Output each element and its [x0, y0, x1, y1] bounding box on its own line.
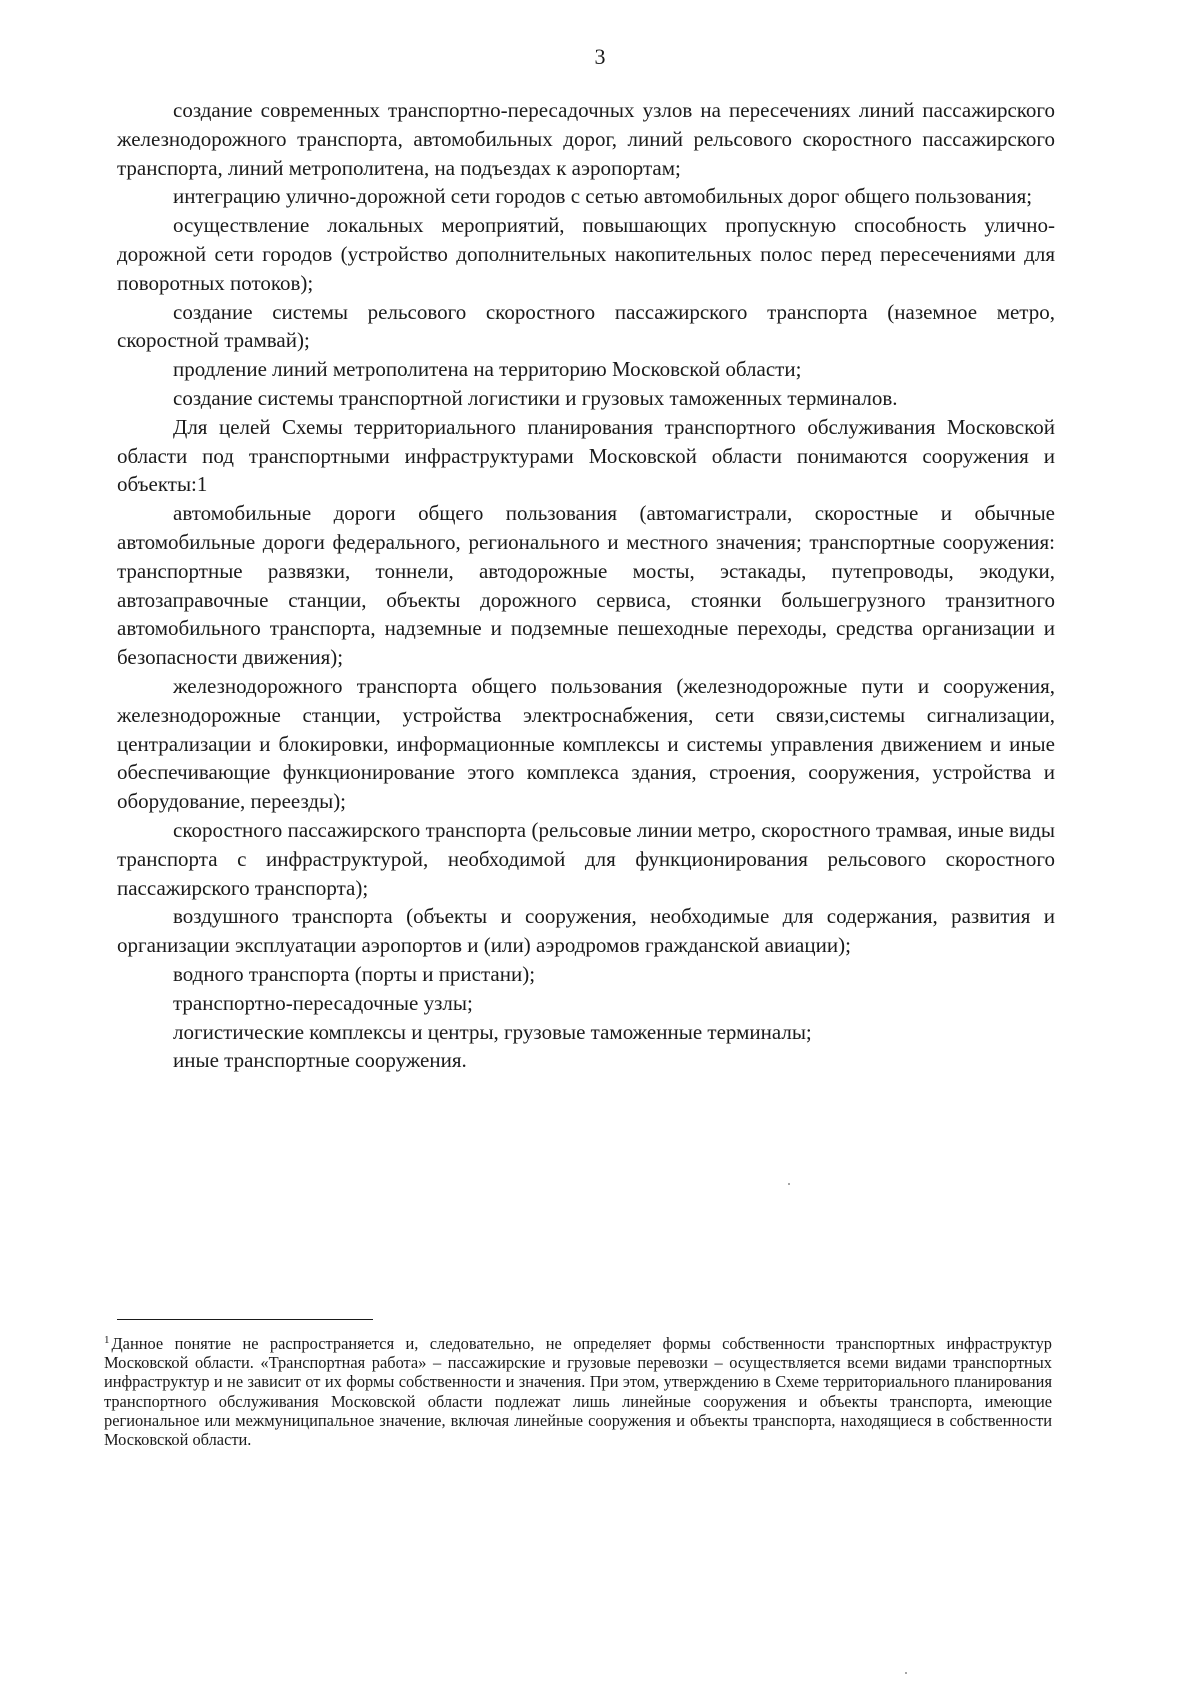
paragraph-transfer-hubs: транспортно-пересадочные узлы; — [173, 990, 473, 1015]
page-number: 3 — [594, 44, 606, 69]
scan-speck — [905, 1672, 907, 1674]
paragraph-logistics-system: создание системы транспортной логистики и грузовых таможенных терминалов. — [173, 385, 898, 410]
paragraph-railway-transport: железнодорожного транспорта общего пользования (железнодорожные пути и сооружения, железнодорожные станции, устройства электроснабжения, сети связи,системы сигнализации, централизации и блокировки, информационные комплексы и системы управления движением и иные обеспечивающие функционирование этого комплекса здания, строения, сооружения, устройства и оборудование, переезды); — [117, 673, 1055, 814]
footnote-text: Данное понятие не распространяется и, следовательно, не определяет формы собственности транспортных инфраструктур Московской области. «Транспортная работа» – пассажирские и грузовые перевозки – осуществляется всеми видами транспортных инфраструктур и не зависит от их формы собственности и значения. При этом, утверждению в Схеме территориального планирования транспортного обслуживания Московской области подлежат лишь линейные сооружения и объекты транспорта, имеющие региональное или межмуниципальное значение, включая линейные сооружения и объекты транспорта, находящиеся в собственности Московской области. — [104, 1334, 1052, 1450]
scan-speck — [788, 1183, 790, 1185]
paragraph-tpu-creation: создание современных транспортно-пересадочных узлов на пересечениях линий пассажирского железнодорожного транспорта, автомобильных дорог, линий рельсового скоростного пассажирского транспорта, линий метрополитена, на подъездах к аэропортам; — [117, 98, 1055, 180]
footnote-separator — [117, 1319, 373, 1320]
paragraph-rail-rapid-transit: создание системы рельсового скоростного пассажирского транспорта (наземное метро, скоростной трамвай); — [117, 299, 1055, 353]
paragraph-water-transport: водного транспорта (порты и пристани); — [173, 961, 536, 986]
paragraph-air-transport: воздушного транспорта (объекты и сооружения, необходимые для содержания, развития и организации эксплуатации аэропортов и (или) аэродромов гражданской авиации); — [117, 904, 1055, 958]
paragraph-definition: Для целей Схемы территориального планирования транспортного обслуживания Московской области под транспортными инфраструктурами Московской области понимаются сооружения и объекты:1 — [117, 414, 1055, 497]
paragraph-logistics-complexes: логистические комплексы и центры, грузовые таможенные терминалы; — [173, 1019, 812, 1044]
paragraph-public-roads: автомобильные дороги общего пользования (автомагистрали, скоростные и обычные автомобильные дороги федерального, регионального и местного значения; транспортные сооружения: транспортные развязки, тоннели, автодорожные мосты, эстакады, путепроводы, экодуки, автозаправочные станции, объекты дорожного сервиса, стоянки большегрузного транзитного автомобильного транспорта, надземные и подземные пешеходные переходы, средства организации и безопасности движения); — [117, 501, 1055, 670]
footnote-marker: 1 — [104, 1334, 110, 1346]
paragraph-local-measures: осуществление локальных мероприятий, повышающих пропускную способность улично-дорожной сети городов (устройство дополнительных накопительных полос перед пересечениями для поворотных потоков); — [117, 213, 1055, 295]
paragraph-rapid-transit: скоростного пассажирского транспорта (рельсовые линии метро, скоростного трамвая, иные виды транспорта с инфраструктурой, необходимой для функционирования рельсового скоростного пассажирского транспорта); — [117, 817, 1055, 900]
paragraph-road-network-integration: интеграцию улично-дорожной сети городов с сетью автомобильных дорог общего пользования; — [173, 184, 1033, 209]
body-text — [117, 96, 1055, 1075]
paragraph-metro-extension: продление линий метрополитена на территорию Московской области; — [173, 357, 802, 382]
paragraph-other-structures: иные транспортные сооружения. — [173, 1048, 467, 1073]
footnote — [104, 1334, 1052, 1449]
